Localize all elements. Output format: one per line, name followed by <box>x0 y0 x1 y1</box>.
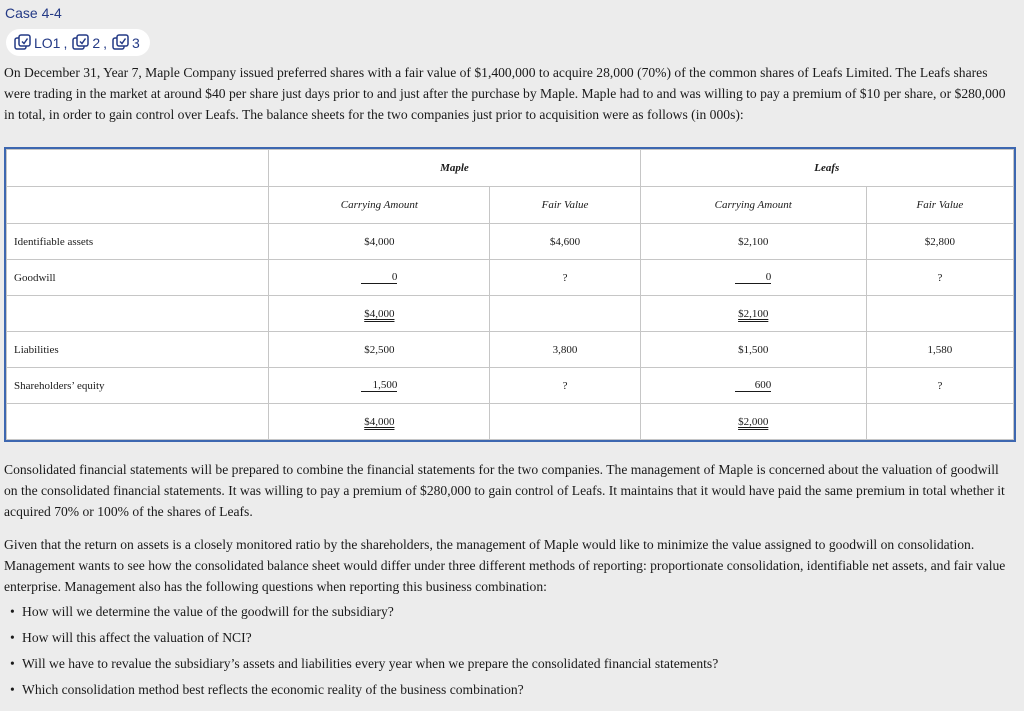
cell-value <box>640 404 866 440</box>
cell-value: 1,580 <box>866 332 1013 368</box>
lo-label: 2 <box>92 34 101 51</box>
cell-value: $2,800 <box>866 224 1013 260</box>
cell-value <box>269 368 490 404</box>
cell-value <box>640 368 866 404</box>
case-title: Case 4-4 <box>5 5 62 21</box>
lo-link-1[interactable] <box>14 34 70 51</box>
cell-value: $4,600 <box>490 224 640 260</box>
learning-objective-icon <box>14 34 31 51</box>
underlined-value: 0 <box>361 271 397 284</box>
cell-value <box>269 260 490 296</box>
cell-value <box>866 296 1013 332</box>
row-label: Goodwill <box>7 260 269 296</box>
list-item: • Will we have to revalue the subsidiary’s assets and liabilities every year when we prepare the consolidated financial statements? <box>4 653 718 679</box>
total-value: $4,000 <box>364 307 395 320</box>
table-corner <box>7 150 269 187</box>
cell-value <box>866 404 1013 440</box>
cell-value: $2,500 <box>269 332 490 368</box>
learning-objective-icon <box>72 34 89 51</box>
table-row <box>7 404 1014 440</box>
company-header-leafs: Leafs <box>640 150 1013 187</box>
cell-value <box>269 404 490 440</box>
cell-value: $4,000 <box>269 224 490 260</box>
lo-link-3[interactable] <box>112 34 140 51</box>
cell-value: 3,800 <box>490 332 640 368</box>
column-header: Carrying Amount <box>269 187 490 224</box>
company-header-maple: Maple <box>269 150 640 187</box>
cell-value <box>640 260 866 296</box>
lo-label: 3 <box>132 34 140 51</box>
underlined-value: 600 <box>735 379 771 392</box>
cell-value <box>490 404 640 440</box>
cell-value: ? <box>490 368 640 404</box>
table-row <box>7 332 1014 368</box>
learning-objectives-pill <box>6 29 150 56</box>
learning-objective-icon <box>112 34 129 51</box>
cell-value: ? <box>866 260 1013 296</box>
cell-value <box>269 296 490 332</box>
list-item: • Which consolidation method best reflects the economic reality of the business combination? <box>4 679 718 705</box>
cell-value <box>490 296 640 332</box>
column-header: Fair Value <box>490 187 640 224</box>
underlined-value: 1,500 <box>361 379 397 392</box>
table-row <box>7 368 1014 404</box>
management-paragraph: Given that the return on assets is a closely monitored ratio by the shareholders, the management of Maple would like to minimize the value assigned to goodwill on consolidation. Management wants to see how the consolidated balance sheet would differ under three different methods of reporting: proportionate consolidation, identifiable net assets, and fair value enterprise. Management also has the following questions when reporting this business combination: <box>4 537 1006 594</box>
underlined-value: 0 <box>735 271 771 284</box>
cell-value <box>640 296 866 332</box>
table-row <box>7 224 1014 260</box>
row-label: Liabilities <box>7 332 269 368</box>
list-item: • How will this affect the valuation of NCI? <box>4 627 718 653</box>
lo-link-2[interactable] <box>72 34 110 51</box>
lo-separator: , <box>63 34 68 51</box>
table-row <box>7 296 1014 332</box>
column-header: Carrying Amount <box>640 187 866 224</box>
row-label <box>7 296 269 332</box>
total-value: $2,100 <box>738 307 769 320</box>
row-label <box>7 404 269 440</box>
row-label: Identifiable assets <box>7 224 269 260</box>
list-item: • How will we determine the value of the goodwill for the subsidiary? <box>4 601 718 627</box>
table-row <box>7 260 1014 296</box>
lo-separator: , <box>103 34 108 51</box>
consolidation-paragraph: Consolidated financial statements will be prepared to combine the financial statements for the two companies. The management of Maple is concerned about the valuation of goodwill on the consolidated financial statements. It was willing to pay a premium of $280,000 to gain control of Leafs. It maintains that it would have paid the same premium in total whether it acquired 70% or 100% of the shares of Leafs. <box>4 462 1005 519</box>
questions-list <box>4 601 718 705</box>
lo-label: LO1 <box>34 34 61 51</box>
intro-paragraph: On December 31, Year 7, Maple Company issued preferred shares with a fair value of $1,400,000 to acquire 28,000 (70%) of the common shares of Leafs Limited. The Leafs shares were trading in the market at around $40 per share just days prior to and just after the purchase by Maple. Maple had to and was willing to pay a premium of $10 per share, or $280,000 in total, in order to gain control over Leafs. The balance sheets for the two companies just prior to acquisition were as follows (in 000s): <box>4 65 1006 122</box>
cell-value: ? <box>490 260 640 296</box>
cell-value: ? <box>866 368 1013 404</box>
balance-sheet-table <box>4 147 1016 442</box>
row-label: Shareholders’ equity <box>7 368 269 404</box>
total-value: $4,000 <box>364 415 395 428</box>
column-header: Fair Value <box>866 187 1013 224</box>
cell-value: $1,500 <box>640 332 866 368</box>
total-value: $2,000 <box>738 415 769 428</box>
cell-value: $2,100 <box>640 224 866 260</box>
table-corner <box>7 187 269 224</box>
